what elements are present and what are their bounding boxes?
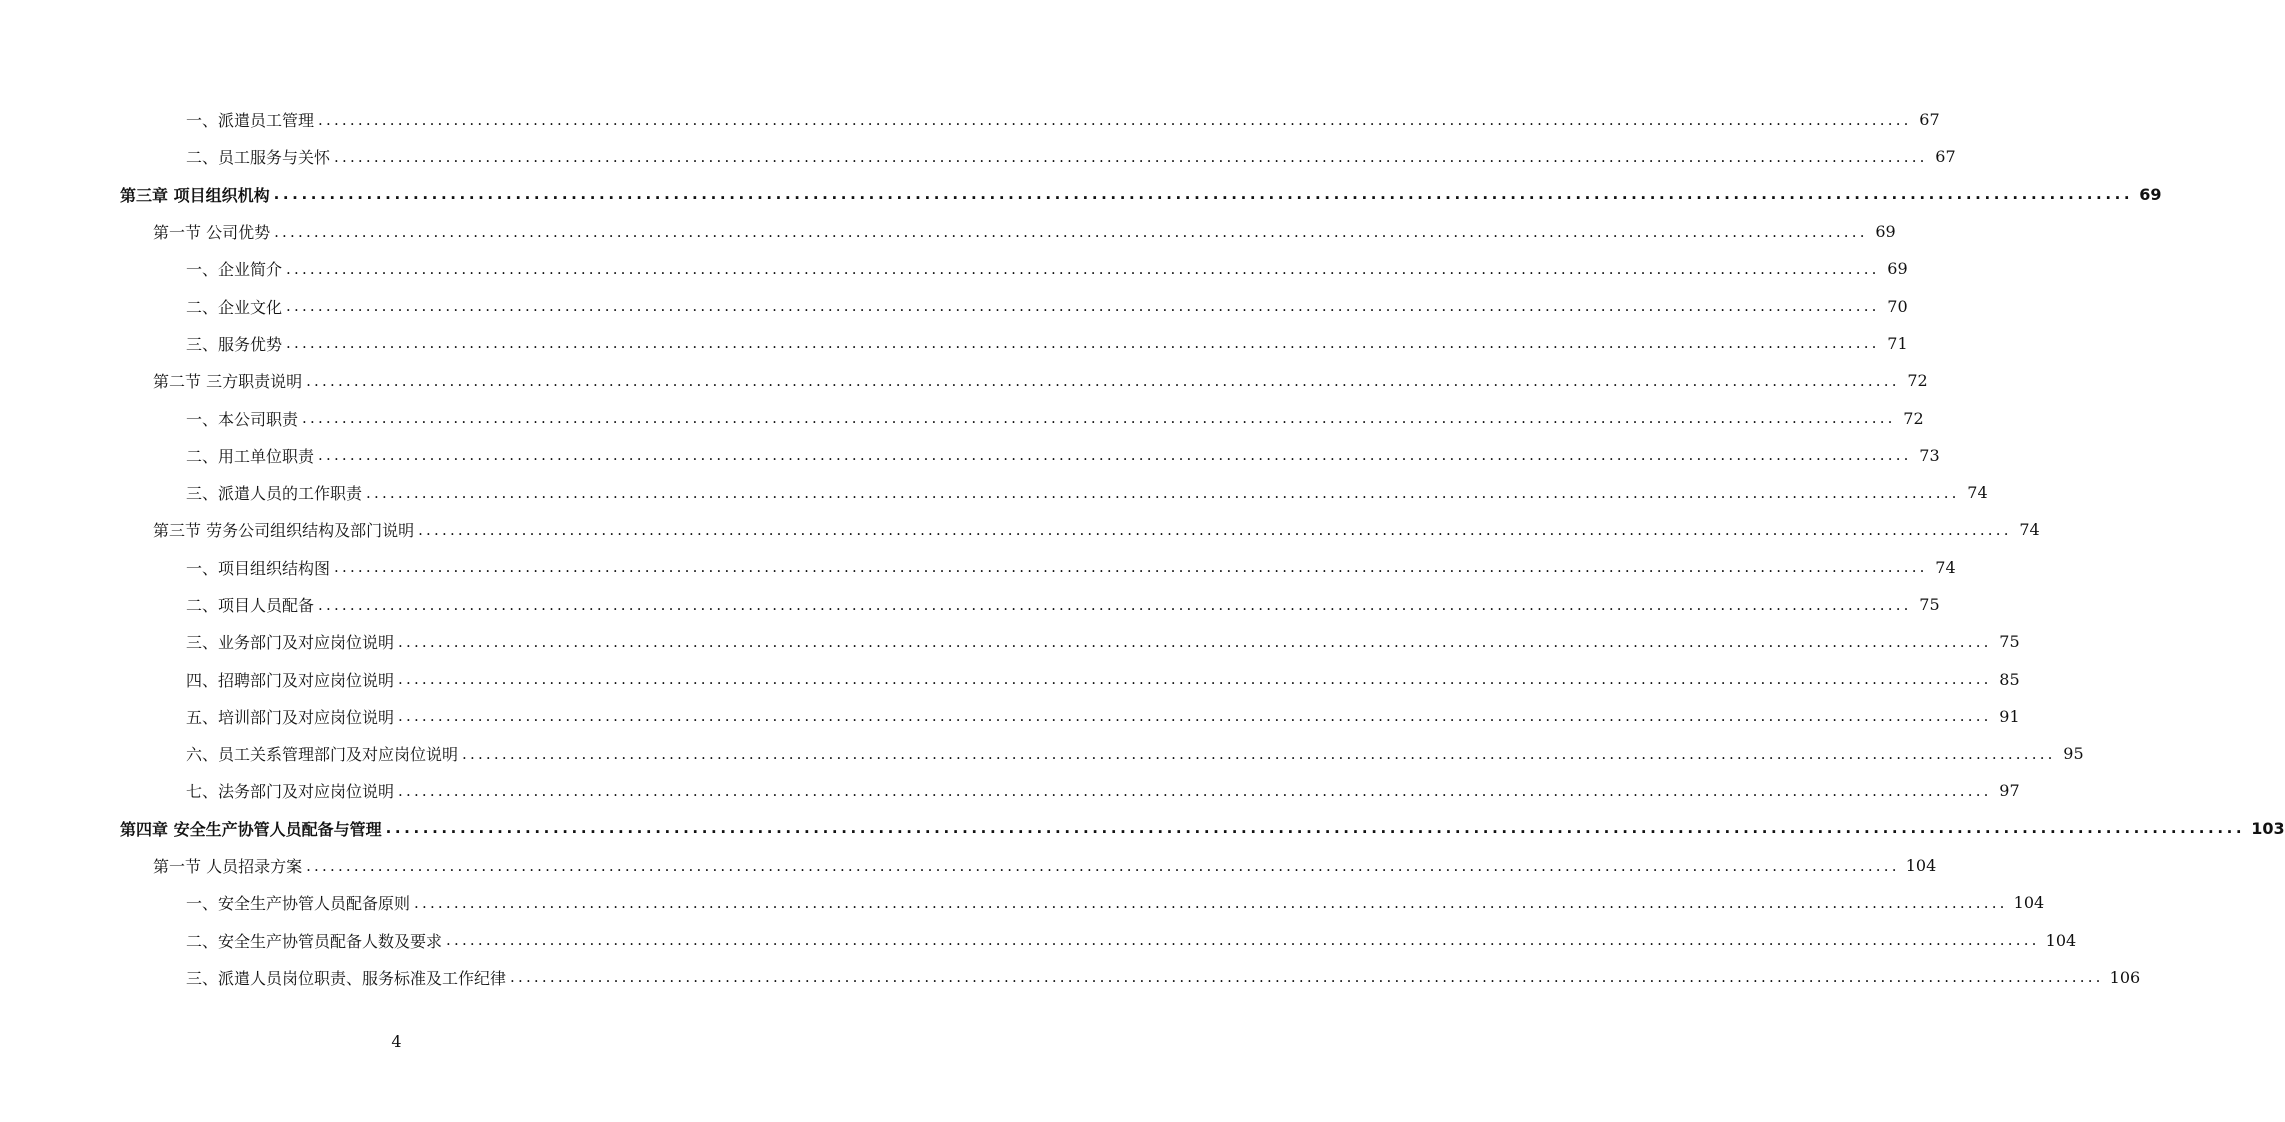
toc-subsection-entry[interactable] [0,623,2020,660]
toc-subsection-entry[interactable] [0,922,2077,959]
toc-entry-page-number: 91 [1999,706,2020,726]
toc-entry-page-number: 104 [2013,893,2045,913]
toc-leader-dots: ........................................................................................................................................................................................................ [462,744,2056,763]
toc-entry-label: 第一节 人员招录方案 [153,857,303,877]
toc-subsection-entry[interactable] [0,698,2020,735]
toc-entry-label: 三、派遣人员的工作职责 [186,484,363,504]
toc-leader-dots: ........................................................................................................................................................................................................ [274,222,1868,241]
toc-entry-page-number: 75 [1999,632,2020,652]
toc-entry-page-number: 69 [1887,259,1908,279]
toc-section-entry[interactable] [0,362,1928,399]
toc-entry-label: 第三章 项目组织机构 [120,185,270,205]
toc-entry-label: 一、本公司职责 [186,409,299,429]
toc-entry-page-number: 71 [1887,333,1908,353]
toc-chapter-entry[interactable] [0,176,2162,213]
toc-leader-dots: ........................................................................................................................................................................................................ [398,632,1992,651]
toc-entry-label: 二、企业文化 [186,297,283,317]
toc-subsection-entry[interactable] [0,138,1956,175]
toc-leader-dots: ........................................................................................................................................................................................................ [398,781,1992,800]
toc-entry-label: 三、业务部门及对应岗位说明 [186,633,395,653]
toc-leader-dots: ........................................................................................................................................................................................................ [286,334,1880,353]
toc-leader-dots: ........................................................................................................................................................................................................ [318,110,1912,129]
toc-leader-dots: ........................................................................................................................................................................................................ [366,483,1960,502]
toc-entry-page-number: 70 [1887,296,1908,316]
toc-entry-page-number: 85 [1999,669,2020,689]
toc-entry-page-number: 69 [1875,222,1896,242]
toc-entry-label: 一、企业简介 [186,260,283,280]
toc-entry-label: 三、服务优势 [186,334,283,354]
toc-entry-page-number: 75 [1919,595,1940,614]
toc-section-entry[interactable] [0,511,2040,548]
toc-entry-page-number: 95 [2063,744,2084,764]
toc-entry-label: 三、派遣人员岗位职责、服务标准及工作纪律 [186,968,507,988]
toc-entry-page-number: 106 [2109,967,2141,987]
toc-entry-label: 二、安全生产协管员配备人数及要求 [186,931,443,951]
table-of-contents [0,101,2285,996]
toc-entry-page-number: 67 [1935,147,1956,167]
toc-entry-page-number: 97 [1999,781,2020,801]
toc-leader-dots: ........................................................................................................................................................................................................ [286,259,1880,278]
toc-entry-page-number: 73 [1919,445,1940,465]
toc-subsection-entry[interactable] [0,287,1908,324]
toc-section-entry[interactable] [0,847,1937,884]
toc-leader-dots: ........................................................................................................................................................................................................ [306,856,1900,875]
toc-entry-label: 二、用工单位职责 [186,446,315,466]
toc-leader-dots: ........................................................................................................................................................................................................ [286,297,1880,316]
toc-leader-dots: ........................................................................................................................................................................................................ [273,185,2134,204]
toc-leader-dots: ........................................................................................................................................................................................................ [306,371,1900,390]
toc-leader-dots: ........................................................................................................................................................................................................ [334,147,1928,166]
page-number: 4 [391,1032,402,1051]
toc-subsection-entry[interactable] [0,399,1924,436]
toc-subsection-entry[interactable] [0,959,2141,996]
toc-entry-label: 第三节 劳务公司组织结构及部门说明 [153,521,415,541]
toc-leader-dots: ........................................................................................................................................................................................................ [302,409,1896,428]
toc-subsection-entry[interactable] [0,474,1988,511]
toc-subsection-entry[interactable] [0,101,1940,138]
toc-leader-dots: ........................................................................................................................................................................................................ [398,670,1992,689]
toc-leader-dots: ........................................................................................................................................................................................................ [318,595,1912,614]
toc-subsection-entry[interactable] [0,660,2020,697]
toc-entry-page-number: 104 [2045,930,2077,950]
toc-leader-dots: ........................................................................................................................................................................................................ [446,931,2040,950]
toc-entry-page-number: 74 [1935,557,1956,577]
toc-subsection-entry[interactable] [0,884,2045,921]
toc-entry-label: 第四章 安全生产协管人员配备与管理 [120,819,382,839]
toc-leader-dots: ........................................................................................................................................................................................................ [334,558,1928,577]
toc-subsection-entry[interactable] [0,437,1940,474]
toc-leader-dots: ........................................................................................................................................................................................................ [510,968,2104,987]
toc-subsection-entry[interactable] [0,586,1940,623]
toc-entry-page-number: 67 [1919,110,1940,130]
toc-entry-page-number: 104 [1905,856,1937,876]
toc-subsection-entry[interactable] [0,735,2084,772]
toc-subsection-entry[interactable] [0,250,1908,287]
toc-section-entry[interactable] [0,213,1896,250]
toc-leader-dots: ........................................................................................................................................................................................................ [414,893,2008,912]
toc-entry-label: 六、员工关系管理部门及对应岗位说明 [186,745,459,765]
toc-entry-page-number: 69 [2139,184,2162,204]
toc-entry-label: 一、安全生产协管人员配备原则 [186,894,411,914]
toc-entry-page-number: 74 [1967,483,1988,503]
toc-entry-label: 第一节 公司优势 [153,223,271,243]
toc-entry-label: 一、派遣员工管理 [186,111,315,131]
toc-entry-page-number: 72 [1907,371,1928,391]
toc-entry-label: 五、培训部门及对应岗位说明 [186,707,395,727]
toc-entry-label: 二、项目人员配备 [186,596,315,615]
toc-subsection-entry[interactable] [0,772,2020,809]
toc-entry-label: 四、招聘部门及对应岗位说明 [186,670,395,690]
toc-leader-dots: ........................................................................................................................................................................................................ [385,819,2246,838]
toc-entry-label: 第二节 三方职责说明 [153,372,303,392]
toc-entry-label: 一、项目组织结构图 [186,558,331,578]
toc-entry-page-number: 72 [1903,408,1924,428]
toc-entry-label: 七、法务部门及对应岗位说明 [186,782,395,802]
toc-leader-dots: ........................................................................................................................................................................................................ [398,707,1992,726]
toc-entry-label: 二、员工服务与关怀 [186,148,331,168]
toc-chapter-entry[interactable] [0,810,2285,847]
toc-subsection-entry[interactable] [0,549,1956,586]
toc-subsection-entry[interactable] [0,325,1908,362]
toc-leader-dots: ........................................................................................................................................................................................................ [418,520,2012,539]
toc-leader-dots: ........................................................................................................................................................................................................ [318,446,1912,465]
toc-entry-page-number: 74 [2019,520,2040,540]
toc-entry-page-number: 103 [2251,818,2285,838]
